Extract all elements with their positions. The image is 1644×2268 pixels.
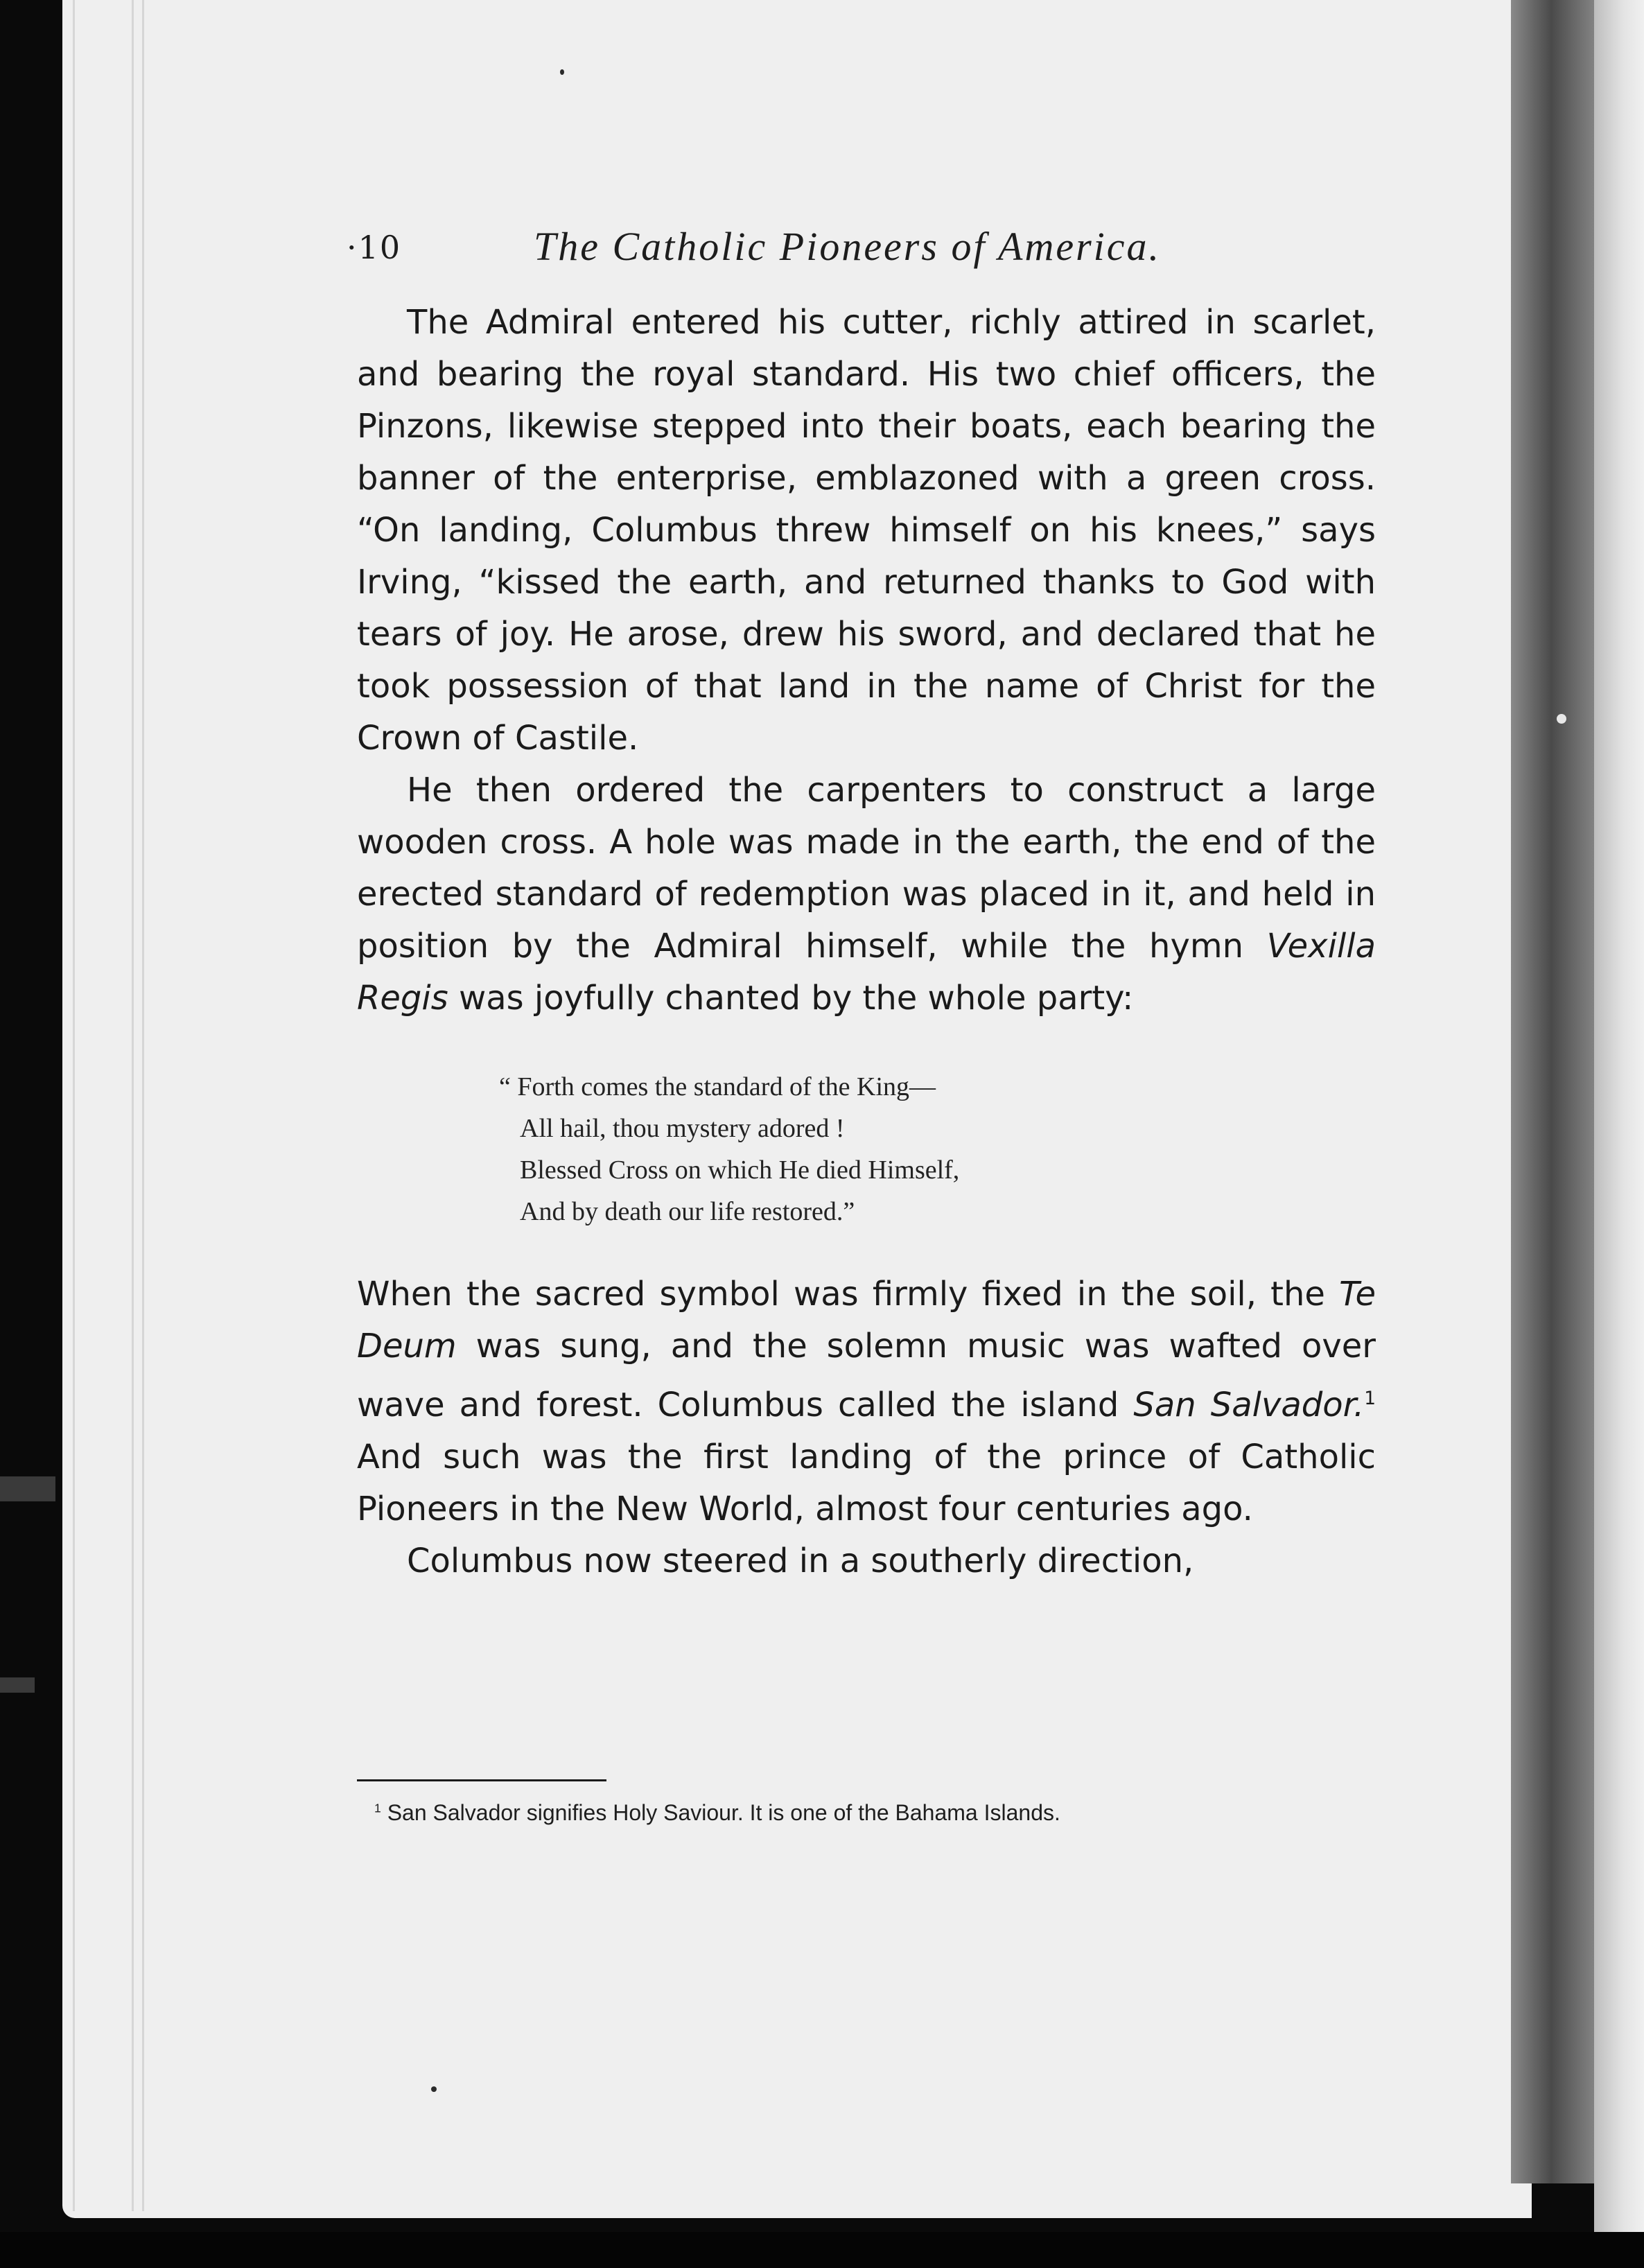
paragraph-text: He then ordered the carpenters to construct a large wooden cross. A hole was made in the earth, the end of the erected standard of redemption was placed in it, and held in position by the Admiral himself, while the hymn xyxy=(357,771,1376,966)
paragraph: The Admiral entered his cutter, richly attired in scarlet, and bearing the royal standard. His two chief officers, the Pinzons, likewise stepped into their boats, each bearing the banner of the enterprise, emblazoned with a green cross. “On landing, Columbus threw himself on his knees,” says Irving, “kissed the earth, and returned thanks to God with tears of joy. He arose, drew his sword, and declared that he took possession of that land in the name of Christ for the Crown of Castile. xyxy=(357,303,1376,758)
facing-page-edge xyxy=(1594,0,1644,2268)
scan-bottom-edge xyxy=(0,2232,1644,2268)
scan-artifact xyxy=(0,1476,55,1501)
verse-line: All hail, thou mystery adored ! xyxy=(520,1114,845,1143)
paper-edge-line xyxy=(142,0,144,2211)
body-text xyxy=(357,297,1376,1587)
running-head xyxy=(347,216,1428,279)
paragraph-text: When the sacred symbol was firmly fixed in the soil, the xyxy=(357,1275,1340,1314)
scan-artifact xyxy=(0,1677,35,1693)
hymn-title: Vexilla Regis xyxy=(357,927,1376,1018)
page-number: ·10 xyxy=(347,229,402,266)
footnote-text: San Salvador signifies Holy Saviour. It is one of the Bahama Islands. xyxy=(381,1800,1060,1825)
paper-edge-line xyxy=(73,0,75,2211)
verse-line: And by death our life restored.” xyxy=(520,1197,855,1226)
running-title: The Catholic Pioneers of America. xyxy=(534,224,1161,269)
footnote xyxy=(374,1800,1386,1826)
place-name: San Salvador. xyxy=(1133,1386,1365,1424)
paragraph-text: And such was the first landing of the prince of Catholic Pioneers in the New World, almost four centuries ago. xyxy=(357,1438,1376,1528)
verse-line: “ Forth comes the standard of the King— xyxy=(499,1072,936,1101)
paragraph: Columbus now steered in a southerly direction, xyxy=(407,1542,1194,1580)
hymn-title: Te Deum xyxy=(357,1275,1376,1366)
paragraph-text: was sung, and the solemn music was wafted over wave and forest. Columbus called the island xyxy=(357,1327,1376,1424)
ink-speck xyxy=(560,69,564,75)
footnote-reference[interactable]: 1 xyxy=(1364,1388,1376,1409)
footnote-marker: 1 xyxy=(374,1801,381,1815)
paragraph xyxy=(357,1268,1376,1535)
paragraph-text: was joyfully chanted by the whole party: xyxy=(448,979,1134,1018)
paper-edge-line xyxy=(132,0,134,2211)
verse-line: Blessed Cross on which He died Himself, xyxy=(520,1155,960,1185)
binding-shadow xyxy=(1511,0,1601,2183)
ink-speck xyxy=(431,2086,437,2092)
hymn-verse xyxy=(499,1066,1376,1232)
paper-speck xyxy=(1557,714,1566,724)
paragraph xyxy=(357,765,1376,1024)
footnote-rule xyxy=(357,1779,606,1781)
